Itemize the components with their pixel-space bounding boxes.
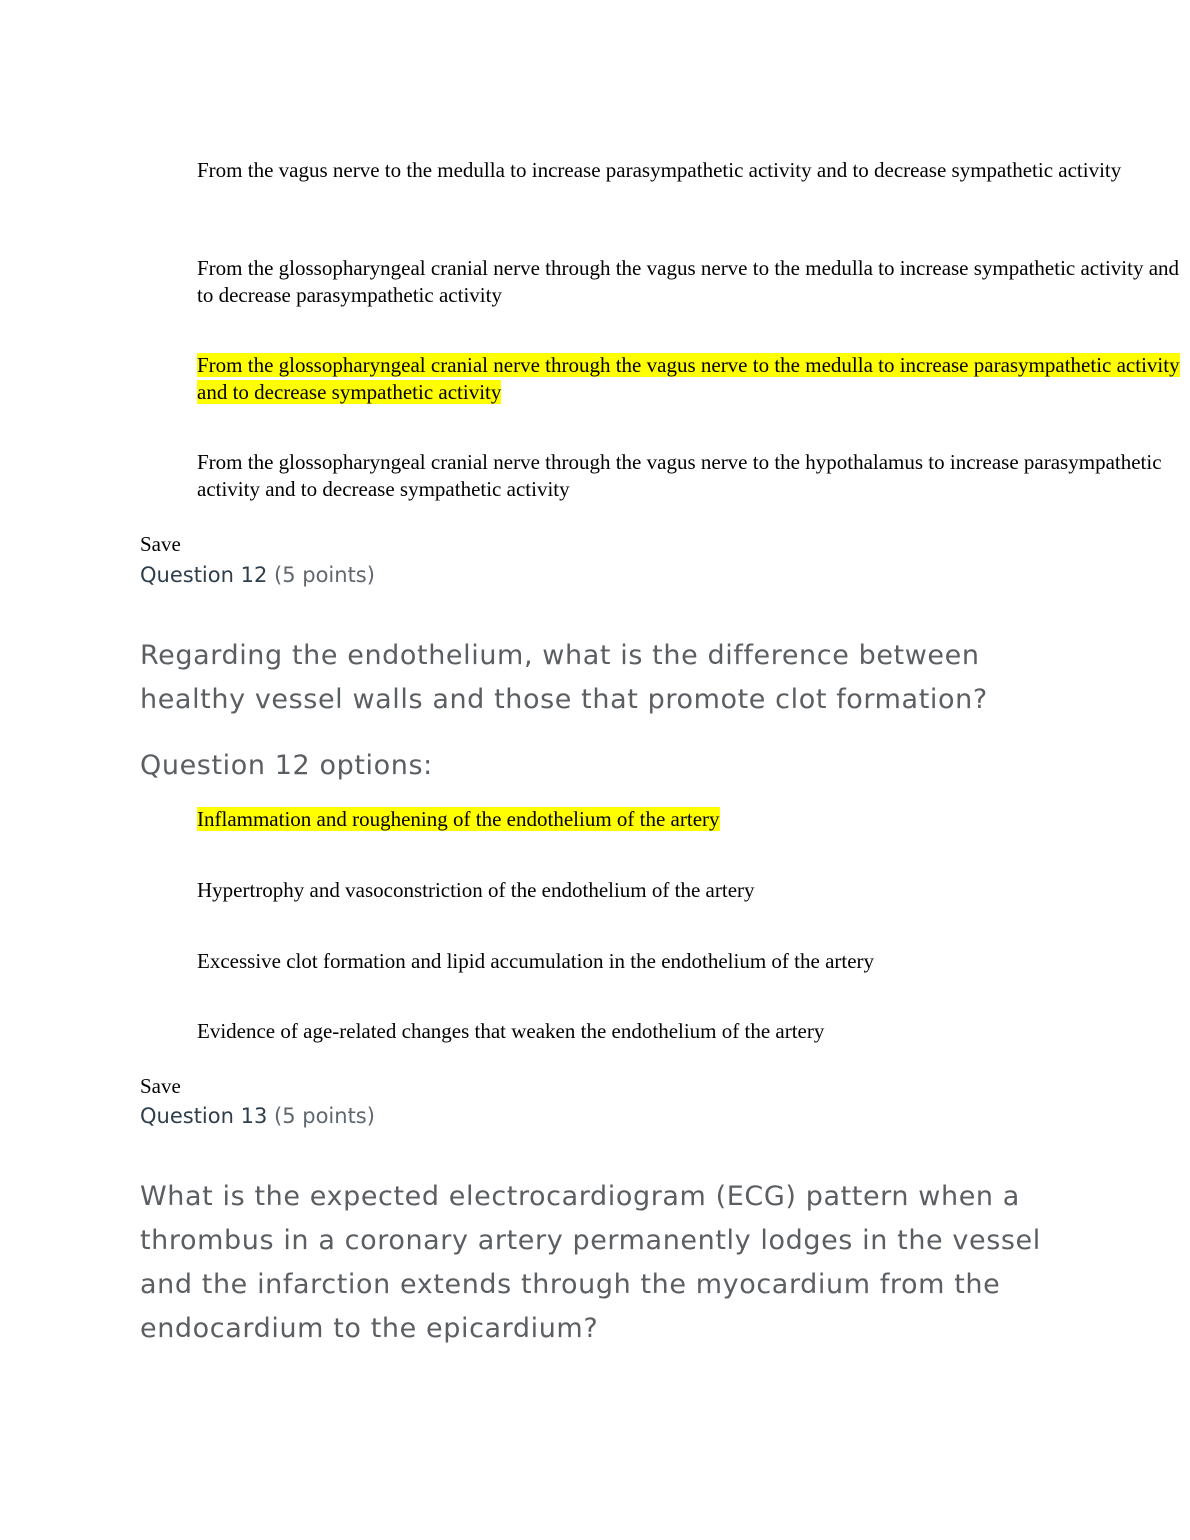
q11-option-4-text: From the glossopharyngeal cranial nerve through the vagus nerve to the hypothalamus to increase parasympathetic activity and to decrease sympathetic activity bbox=[197, 450, 1162, 501]
q12-option-3[interactable] bbox=[197, 948, 1182, 975]
q12-option-2-text: Hypertrophy and vasoconstriction of the endothelium of the artery bbox=[197, 878, 755, 902]
q13-title: Question 13 bbox=[140, 1104, 268, 1128]
q12-points: (5 points) bbox=[274, 563, 375, 587]
q11-option-1-text: From the vagus nerve to the medulla to increase parasympathetic activity and to decrease sympathetic activity bbox=[197, 158, 1122, 182]
q12-option-1-text: Inflammation and roughening of the endothelium of the artery bbox=[197, 807, 720, 831]
q11-option-2-text: From the glossopharyngeal cranial nerve through the vagus nerve to the medulla to increase sympathetic activity and to decrease parasympathetic activity bbox=[197, 256, 1180, 307]
q11-option-2[interactable] bbox=[197, 255, 1182, 309]
q11-option-3-text: From the glossopharyngeal cranial nerve through the vagus nerve to the medulla to increase parasympathetic activity and to decrease sympathetic activity bbox=[197, 353, 1180, 404]
q12-option-3-text: Excessive clot formation and lipid accumulation in the endothelium of the artery bbox=[197, 949, 875, 973]
q12-header bbox=[140, 562, 375, 588]
q12-option-4-text: Evidence of age-related changes that weaken the endothelium of the artery bbox=[197, 1019, 825, 1043]
q13-question-text: What is the expected electrocardiogram (ECG) pattern when a thrombus in a coronary artery permanently lodges in the vessel and the infarction extends through the myocardium from the endocardium to the epicardium? bbox=[140, 1181, 1041, 1344]
q13-points: (5 points) bbox=[274, 1104, 375, 1128]
q12-option-2[interactable] bbox=[197, 877, 1182, 904]
q12-title: Question 12 bbox=[140, 563, 268, 587]
q12-option-1[interactable] bbox=[197, 806, 1182, 833]
q12-options-label: Question 12 options: bbox=[140, 750, 433, 781]
q12-question-text: Regarding the endothelium, what is the difference between healthy vessel walls and those that promote clot formation? bbox=[140, 640, 988, 715]
q12-option-4[interactable] bbox=[197, 1018, 1182, 1045]
q11-option-1[interactable] bbox=[197, 157, 1182, 184]
q11-option-3[interactable] bbox=[197, 352, 1182, 406]
q11-option-4[interactable] bbox=[197, 449, 1182, 503]
q12-save-button[interactable]: Save bbox=[140, 1074, 181, 1098]
q11-save-button[interactable]: Save bbox=[140, 532, 181, 556]
q13-header bbox=[140, 1103, 375, 1129]
